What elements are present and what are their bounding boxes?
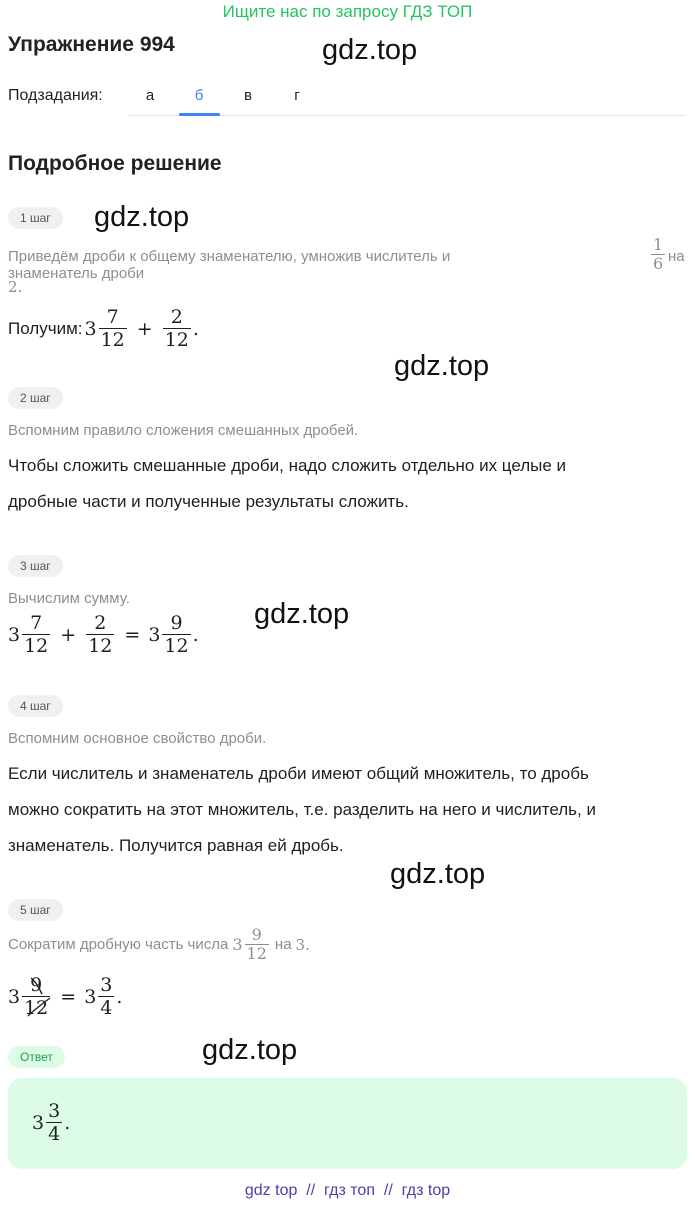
fraction-numerator: 3 <box>48 1100 61 1122</box>
watermark: gdz.top <box>322 34 418 66</box>
step-2-badge: 2 шаг <box>8 387 63 409</box>
step-4-text: Вспомним основное свойство дроби. <box>8 730 267 747</box>
step-3-badge: 3 шаг <box>8 555 63 577</box>
step-4-rule-line-3: знаменатель. Получится равная ей дробь. <box>8 836 344 855</box>
step-1-result <box>8 306 199 351</box>
page-title: Упражнение 994 <box>8 33 175 56</box>
step-1-text-after: на <box>668 248 685 265</box>
answer-box <box>8 1078 687 1169</box>
step-5-text-mid: на <box>274 936 292 953</box>
step-4-rule-line-1: Если числитель и знаменатель дроби имеют общий множитель, то дробь <box>8 764 589 783</box>
step-5-text-before: Сократим дробную часть числа <box>8 936 229 953</box>
answer-value <box>32 1100 70 1145</box>
fraction-denominator: 12 <box>164 329 189 351</box>
step-5-divisor: 3. <box>295 935 310 954</box>
fraction-denominator: 4 <box>100 997 113 1019</box>
step-1-multiplier: 2. <box>8 278 23 296</box>
whole-part: 3 <box>8 985 21 1008</box>
fraction-numerator: 9 <box>30 974 43 996</box>
whole-part: 3 <box>8 623 21 646</box>
fraction-numerator: 9 <box>170 612 183 634</box>
promo-banner[interactable]: Ищите нас по запросу ГДЗ ТОП <box>222 2 473 21</box>
step-3-text: Вычислим сумму. <box>8 590 130 607</box>
active-tab-indicator <box>179 113 220 116</box>
step-2-text: Вспомним правило сложения смешанных дробей. <box>8 422 359 439</box>
fraction-denominator: 6 <box>653 254 664 273</box>
period: . <box>64 1111 71 1134</box>
step-2-rule-line-1: Чтобы сложить смешанные дроби, надо сложить отдельно их целые и <box>8 456 567 475</box>
fraction-numerator: 3 <box>100 974 113 996</box>
step-4-rule-line-2: можно сократить на этот множитель, т.е. разделить на него и числитель, и <box>8 800 596 819</box>
step-5-equation <box>8 974 122 1019</box>
step-1-fraction <box>649 236 667 273</box>
fraction-denominator: 4 <box>48 1123 61 1145</box>
watermark: gdz.top <box>202 1034 298 1066</box>
whole-part: 3 <box>232 935 243 954</box>
step-3-equation <box>8 612 199 657</box>
answer-badge: Ответ <box>8 1046 65 1068</box>
whole-part: 3 <box>32 1111 45 1134</box>
result-prefix: Получим: <box>8 318 83 338</box>
fraction-denominator: 12 <box>164 635 189 657</box>
period: . <box>192 623 199 646</box>
step-1-badge: 1 шаг <box>8 207 63 229</box>
tab-subtask-b[interactable]: б <box>194 87 204 104</box>
plus-sign: + <box>136 317 153 340</box>
footer-links[interactable]: gdz top // гдз топ // гдз top <box>244 1182 451 1199</box>
fraction-denominator: 12 <box>88 635 113 657</box>
step-1-text: Приведём дроби к общему знаменателю, умножив числитель и знаменатель дроби <box>8 248 451 282</box>
step-4-badge: 4 шаг <box>8 695 63 717</box>
subtasks-label: Подзадания: <box>8 87 103 104</box>
fraction-numerator: 9 <box>251 925 262 944</box>
equals-sign: = <box>60 985 77 1008</box>
tab-subtask-v[interactable]: в <box>244 87 252 104</box>
plus-sign: + <box>60 623 77 646</box>
watermark: gdz.top <box>254 598 350 630</box>
equals-sign: = <box>124 623 141 646</box>
period: . <box>116 985 123 1008</box>
fraction-numerator: 2 <box>94 612 107 634</box>
step-5-badge: 5 шаг <box>8 899 63 921</box>
fraction-denominator: 12 <box>246 944 267 963</box>
fraction-denominator: 12 <box>24 635 49 657</box>
whole-part: 3 <box>148 623 161 646</box>
solution-heading: Подробное решение <box>8 152 222 175</box>
watermark: gdz.top <box>94 201 190 233</box>
period: . <box>192 317 199 340</box>
fraction-numerator: 2 <box>170 306 183 328</box>
fraction-numerator: 7 <box>106 306 119 328</box>
watermark: gdz.top <box>390 858 486 890</box>
whole-part: 3 <box>84 985 97 1008</box>
step-5-text <box>8 926 310 963</box>
fraction-numerator: 7 <box>30 612 43 634</box>
tab-subtask-a[interactable]: а <box>145 87 155 104</box>
fraction-denominator: 12 <box>100 329 125 351</box>
fraction-denominator: 12 <box>24 997 49 1019</box>
crossed-fraction <box>22 974 50 1019</box>
step-2-rule-line-2: дробные части и полученные результаты сложить. <box>8 492 409 511</box>
whole-part: 3 <box>84 317 97 340</box>
strikethrough-marks <box>22 974 52 1020</box>
tab-subtask-g[interactable]: г <box>294 87 300 104</box>
watermark: gdz.top <box>394 350 490 382</box>
fraction-numerator: 1 <box>653 235 664 254</box>
